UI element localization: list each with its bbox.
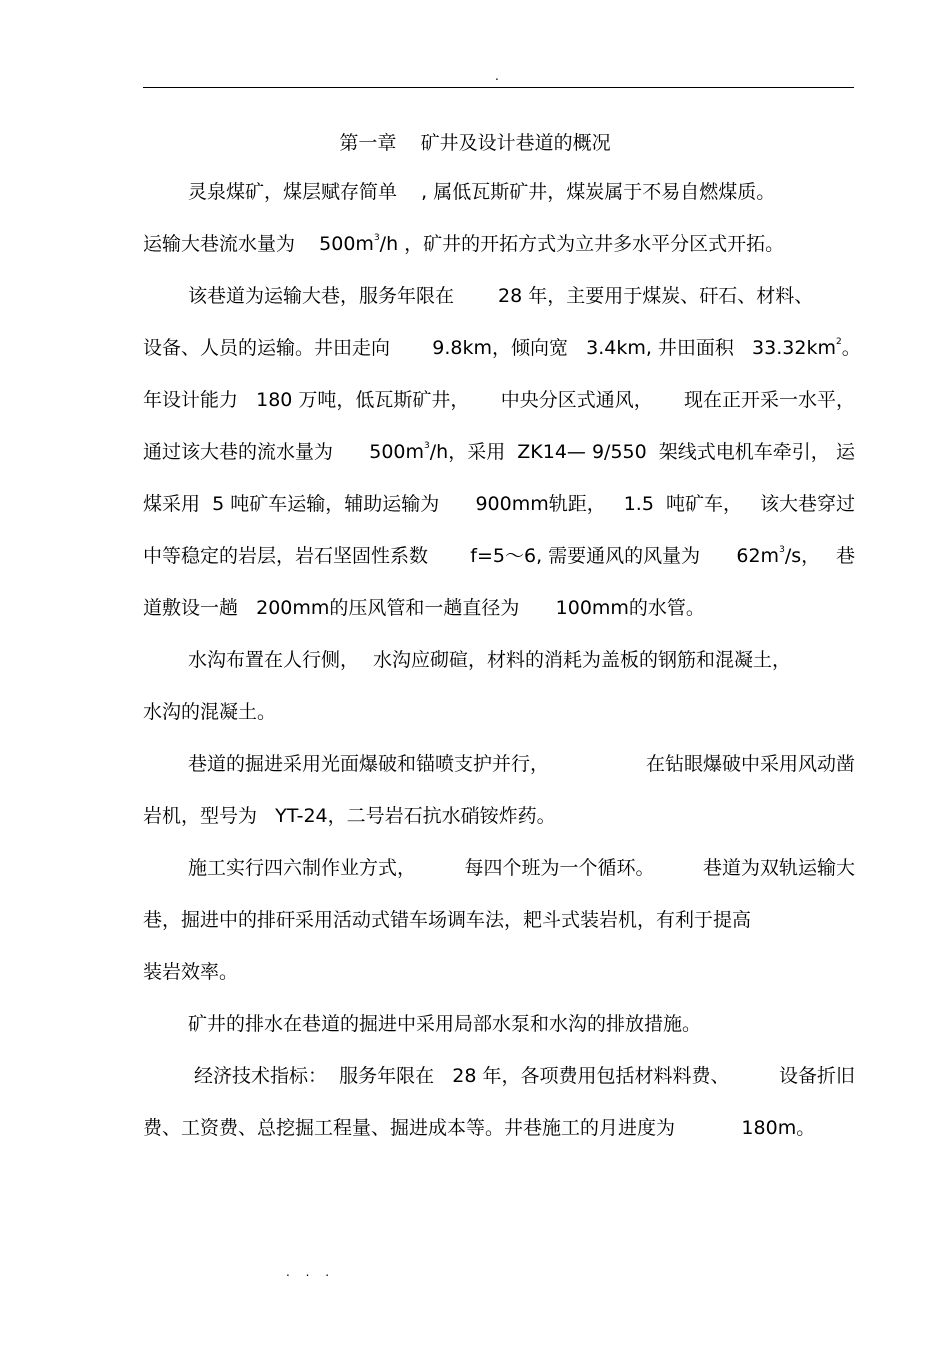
text-span: 水沟布置在人行侧，: [188, 649, 360, 671]
paragraph-3-line-1: [143, 634, 855, 686]
text-span: 该大巷穿过: [759, 493, 855, 515]
text-span: 巷道的掘进采用光面爆破和锚喷支护并行，: [188, 753, 550, 775]
text-span: 运: [835, 441, 855, 463]
text-span: 经济技术指标： 服务年限在 28 年，各项费用包括材料料费、: [188, 1065, 730, 1087]
text-span: 年设计能力 180 万吨，低瓦斯矿井，: [143, 389, 470, 411]
footer-mark: . . .: [286, 1265, 336, 1279]
superscript: 2: [835, 337, 842, 347]
text-span: [143, 426, 830, 478]
text-span: /h ，矿井的开拓方式为立井多水平分区式开拓。: [379, 233, 785, 255]
paragraph-3-line-2: 水沟的混凝土。: [143, 701, 277, 723]
text-span: 巷道为双轨运输大: [702, 857, 855, 879]
text-span: 该巷道为运输大巷，服务年限在: [188, 285, 455, 307]
text-span: 在钻眼爆破中采用风动凿: [645, 753, 855, 775]
paragraph-7-line-1: [143, 1050, 855, 1102]
paragraph-2-line-7: 道敷设一趟 200mm的压风管和一趟直径为 100mm的水管。: [143, 597, 705, 619]
paragraph-2-line-3: [143, 374, 855, 426]
paragraph-4-line-2: 岩机，型号为 YT-24，二号岩石抗水硝铵炸药。: [143, 805, 556, 827]
paragraph-5-line-1: [143, 842, 855, 894]
text-span: 1.5 吨矿车，: [623, 493, 742, 515]
paragraph-7-line-2: 费、工资费、总挖掘工程量、掘进成本等。井巷施工的月进度为 180m。: [143, 1117, 816, 1139]
paragraph-2-line-6: [143, 530, 855, 582]
superscript: 3: [424, 441, 430, 451]
paragraph-5-line-2: 巷，掘进中的排矸采用活动式错车场调车法，耙斗式装岩机，有利于提高: [143, 909, 752, 931]
paragraph-2-line-2: [143, 322, 861, 374]
superscript: 3: [779, 545, 785, 555]
text-span: /h，采用 ZK14— 9/550 架线式电机车牵引，: [429, 441, 830, 463]
chapter-title: 第一章 矿井及设计巷道的概况: [339, 132, 611, 154]
text-span: 28 年，主要用于煤炭、矸石、材料、: [498, 285, 814, 307]
text-span: 运输大巷流水量为 500m: [143, 233, 374, 255]
text-span: 每四个班为一个循环。: [464, 857, 655, 879]
paragraph-4-line-1: [143, 738, 855, 790]
text-span: 设备、人员的运输。井田走向 9.8km，倾向宽 3.4km, 井田面积 33.32km: [143, 337, 836, 359]
superscript: 3: [373, 233, 380, 243]
text-span: 巷: [835, 545, 855, 567]
body-text: [143, 166, 861, 1154]
text-span: 煤采用 5 吨矿车运输，辅助运输为 900mm轨距，: [143, 493, 606, 515]
text-span: 设备折旧: [778, 1065, 855, 1087]
text-span: /s，: [784, 545, 821, 567]
text-span: 。: [841, 337, 861, 359]
text-span: 施工实行四六制作业方式，: [188, 857, 417, 879]
header-rule: [143, 87, 854, 88]
text-span: 中等稳定的岩层，岩石坚固性系数 f=5～6, 需要通风的风量为 62m: [143, 545, 780, 567]
text-span: 中央分区式通风，: [500, 389, 653, 411]
paragraph-5-line-3: 装岩效率。: [143, 961, 239, 983]
text-span: 现在正开采一水平，: [683, 389, 855, 411]
paragraph-2-line-5: [143, 478, 855, 530]
paragraph-1-line-1: 灵泉煤矿，煤层赋存简单 , 属低瓦斯矿井，煤炭属于不易自燃煤质。: [188, 181, 776, 203]
paragraph-2-line-4: [143, 426, 855, 478]
text-span: [143, 530, 820, 582]
text-span: 水沟应砌碹，材料的消耗为盖板的钢筋和混凝土，: [373, 649, 792, 671]
header-mark: .: [495, 69, 499, 83]
paragraph-1-line-2: [143, 218, 855, 270]
paragraph-6-line-1: 矿井的排水在巷道的掘进中采用局部水泵和水沟的排放措施。: [188, 1013, 702, 1035]
paragraph-2-line-1: [143, 270, 855, 322]
text-span: 通过该大巷的流水量为 500m: [143, 441, 425, 463]
